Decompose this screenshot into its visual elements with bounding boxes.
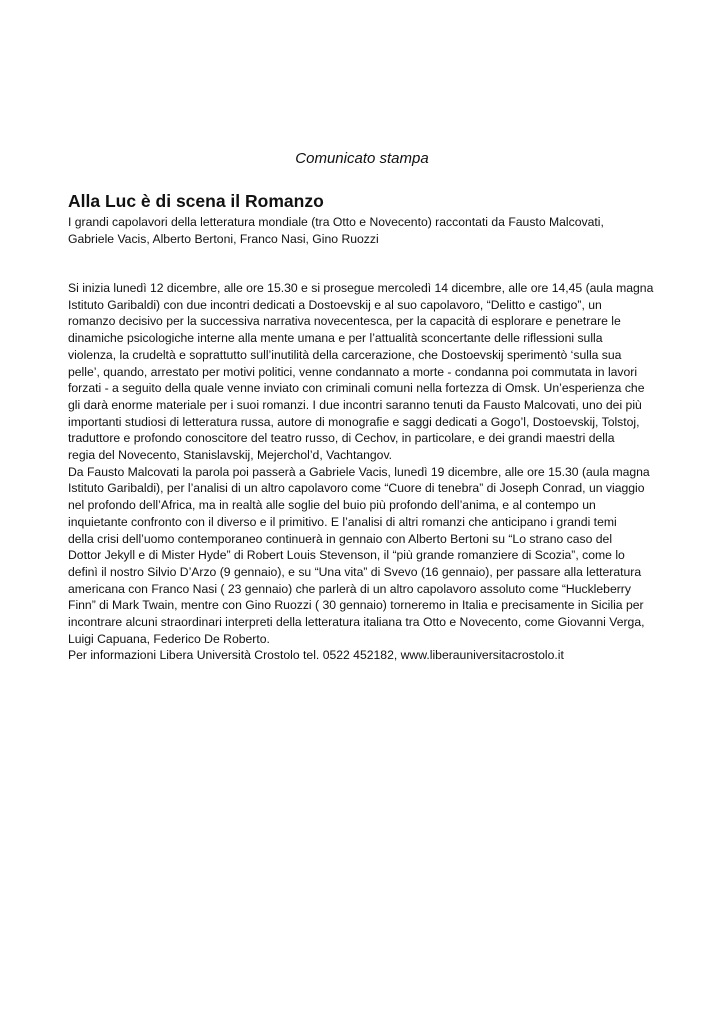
body-line: regia del Novecento, Stanislavskij, Mejerchol’d, Vachtangov.: [68, 448, 393, 463]
body-line: Finn” di Mark Twain, mentre con Gino Ruozzi ( 30 gennaio) torneremo in Italia e precisamente in Sicilia per: [68, 598, 644, 613]
body-line: violenza, la crudeltà e soprattutto sull’inutilità della carcerazione, che Dostoevskij sperimentò ‘sulla sua: [68, 347, 622, 362]
body-line: definì il nostro Silvio D’Arzo (9 gennaio), e su “Una vita” di Svevo (16 gennaio), per passare alla letteratura: [68, 564, 642, 579]
body-line: pelle’, quando, arrestato per motivi politici, venne condannato a morte - condanna poi commutata in lavori: [68, 364, 638, 379]
body-line: Istituto Garibaldi), per l’analisi di un altro capolavoro come “Cuore di tenebra” di Joseph Conrad, un viaggio: [68, 481, 645, 496]
document-label: Comunicato stampa: [295, 150, 429, 167]
body-line: importanti studiosi di letteratura russa, autore di monografie e saggi dedicati a Gogo’l, Dostoevskij, Tolstoj,: [68, 414, 640, 429]
body-line: Dottor Jekyll e di Mister Hyde” di Robert Louis Stevenson, il “più grande romanziere di Scozia”, come lo: [68, 548, 625, 563]
body-line: Da Fausto Malcovati la parola poi passerà a Gabriele Vacis, lunedì 19 dicembre, alle ore 15.30 (aula magna: [68, 464, 650, 479]
body-line: forzati - a seguito della quale venne inviato con criminali comuni nella fortezza di Omsk. Un’esperienza che: [68, 381, 645, 396]
body-line: romanzo decisivo per la successiva narrativa novecentesca, per la capacità di esplorare e penetrare le: [68, 314, 621, 329]
contact-line: Per informazioni Libera Università Crostolo tel. 0522 452182, www.liberauniversitacrostolo.it: [68, 648, 564, 663]
body-line: Si inizia lunedì 12 dicembre, alle ore 15.30 e si prosegue mercoledì 14 dicembre, alle ore 14,45 (aula magna: [68, 281, 654, 295]
body-line: nel profondo dell’Africa, ma in realtà alle soglie del buio più profondo dell’anima, e al contempo un: [68, 498, 596, 513]
body-line: inquietante confronto con il diverso e il primitivo. E l’analisi di altri romanzi che anticipano i grandi temi: [68, 514, 617, 529]
body-line: americana con Franco Nasi ( 23 gennaio) che parlerà di un altro capolavoro assoluto come “Huckleberry: [68, 581, 631, 596]
body-line: gli darà enorme materiale per i suoi romanzi. I due incontri saranno tenuti da Fausto Malcovati, uno dei più: [68, 397, 642, 412]
body-line: traduttore e profondo conoscitore del teatro russo, di Cechov, in particolare, e dei grandi maestri della: [68, 431, 615, 446]
body-line: della crisi dell’uomo contemporaneo continuerà in gennaio con Alberto Bertoni su “Lo strano caso del: [68, 531, 613, 546]
body-line: dinamiche psicologiche interne alla mente umana e per l’attualità sconcertante delle riflessioni sulla: [68, 331, 603, 346]
subheadline: [68, 214, 658, 247]
subheadline-line: Gabriele Vacis, Alberto Bertoni, Franco Nasi, Gino Ruozzi: [68, 231, 379, 246]
headline: Alla Luc è di scena il Romanzo: [68, 191, 324, 211]
subheadline-line: I grandi capolavori della letteratura mondiale (tra Otto e Novecento) raccontati da Fausto Malcovati,: [68, 215, 604, 229]
body-line: Luigi Capuana, Federico De Roberto.: [68, 631, 270, 646]
body-line: incontrare alcuni straordinari interpreti della letteratura italiana tra Otto e Novecento, come Giovanni Verga,: [68, 615, 645, 630]
body-text: [68, 280, 664, 664]
body-line: Istituto Garibaldi) con due incontri dedicati a Dostoevskij e al suo capolavoro, “Delitto e castigo”, un: [68, 297, 602, 312]
